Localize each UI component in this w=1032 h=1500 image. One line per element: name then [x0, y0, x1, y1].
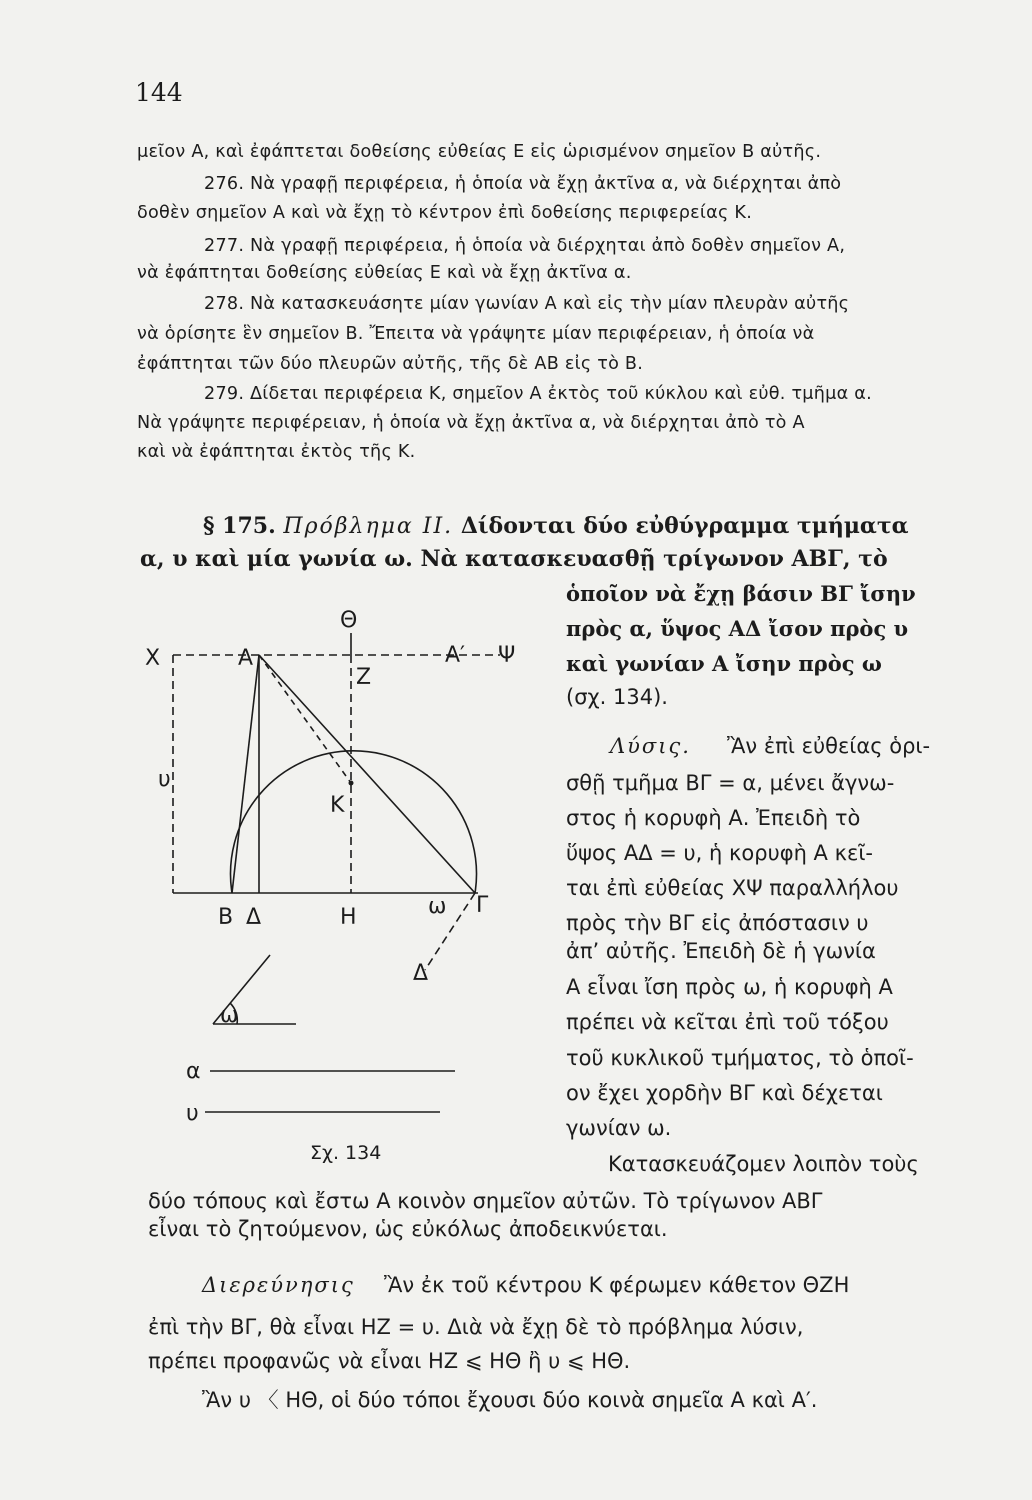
right-line: Ἂν ἐπὶ εὐθείας ὁρι- — [727, 734, 931, 758]
exercise-line: ἐφάπτηται τῶν δύο πλευρῶν αὐτῆς, τῆς δὲ ΑΒ εἰς τὸ Β. — [137, 354, 644, 374]
label-x: Χ — [145, 646, 161, 671]
body-line: εἶναι τὸ ζητούμενον, ὡς εὐκόλως ἀποδεικνύεται. — [148, 1217, 668, 1241]
label-delta: Δ — [246, 905, 262, 930]
body-line: Ἂν υ 〈 ΗΘ, οἱ δύο τόποι ἔχουσι δύο κοινὰ σημεῖα Α καὶ Α′. — [202, 1388, 818, 1412]
exercise-line: 277. Νὰ γραφῇ περιφέρεια, ἡ ὁποία νὰ διέρχηται ἀπὸ δοθὲν σημεῖον Α, — [204, 236, 846, 256]
right-line: ἀπ’ αὐτῆς. Ἐπειδὴ δὲ ἡ γωνία — [566, 939, 876, 963]
section-statement: Δίδονται δύο εὐθύγραμμα τμήματα — [460, 513, 909, 539]
right-line: στος ἡ κορυφὴ Α. Ἐπειδὴ τὸ — [566, 806, 861, 830]
body-line: πρέπει προφανῶς νὰ εἶναι ΗΖ ⩽ ΗΘ ἢ υ ⩽ ΗΘ. — [148, 1349, 631, 1373]
side-ag — [259, 655, 475, 893]
body-line: ἐπὶ τὴν ΒΓ, θὰ εἶναι ΗΖ = υ. Διὰ νὰ ἔχῃ δὲ τὸ πρόβλημα λύσιν, — [148, 1315, 804, 1339]
right-line: σθῇ τμῆμα ΒΓ = α, μένει ἄγνω- — [566, 771, 895, 795]
right-line: ὁποῖον νὰ ἔχῃ βάσιν ΒΓ ἴσην — [566, 581, 916, 606]
center-k-point — [349, 781, 354, 786]
right-line: ὕψος ΑΔ = υ, ἡ κορυφὴ Α κεῖ- — [566, 841, 874, 865]
exercise-line: 278. Νὰ κατασκευάσητε μίαν γωνίαν Α καὶ εἰς τὴν μίαν πλευρὰν αὐτῆς — [204, 294, 850, 314]
label-alpha-segment: α — [186, 1059, 201, 1084]
label-upsilon-segment: υ — [186, 1101, 199, 1126]
exercise-line: νὰ ἐφάπτηται δοθείσης εὐθείας Ε καὶ νὰ ἔχῃ ἀκτῖνα α. — [137, 263, 632, 283]
label-theta: Θ — [340, 608, 358, 633]
figure-caption: Σχ. 134 — [310, 1142, 382, 1164]
solution-label: Λύσις. — [610, 734, 691, 758]
exercise-line: Νὰ γράψητε περιφέρειαν, ἡ ὁποία νὰ ἔχῃ ἀκτῖνα α, νὰ διέρχηται ἀπὸ τὸ Α — [137, 413, 805, 433]
radius-ak — [259, 655, 351, 783]
label-a: Α — [238, 646, 254, 671]
page-number: 144 — [135, 78, 183, 107]
label-upsilon-side: υ — [158, 767, 171, 792]
label-a-prime: Α′ — [445, 643, 466, 668]
label-h: Η — [340, 905, 357, 930]
circle-arc — [231, 751, 477, 893]
exercise-line: 276. Νὰ γραφῇ περιφέρεια, ἡ ὁποία νὰ ἔχῃ ἀκτῖνα α, νὰ διέρχηται ἀπὸ — [204, 174, 842, 194]
discussion-label: Διερεύνησις — [202, 1273, 355, 1297]
right-line: πρὸς τὴν ΒΓ εἰς ἀπόστασιν υ — [566, 911, 869, 935]
body-line: δύο τόπους καὶ ἔστω Α κοινὸν σημεῖον αὐτῶν. Τὸ τρίγωνον ΑΒΓ — [148, 1189, 823, 1213]
exercise-line: μεῖον Α, καὶ ἐφάπτεται δοθείσης εὐθείας Ε εἰς ὡρισμένον σημεῖον Β αὐτῆς. — [137, 142, 822, 162]
right-line: Α εἶναι ἴση πρὸς ω, ἡ κορυφὴ Α — [566, 975, 893, 999]
right-line: τοῦ κυκλικοῦ τμήματος, τὸ ὁποῖ- — [566, 1046, 914, 1070]
exercise-line: δοθὲν σημεῖον Α καὶ νὰ ἔχῃ τὸ κέντρον ἐπὶ δοθείσης περιφερείας Κ. — [137, 203, 753, 223]
exercise-line: νὰ ὁρίσητε ἓν σημεῖον Β. Ἔπειτα νὰ γράψητε μίαν περιφέρειαν, ἡ ὁποία νὰ — [137, 324, 815, 344]
label-psi: Ψ — [498, 643, 516, 668]
label-gamma: Γ — [476, 893, 489, 918]
body-line: Ἂν ἐκ τοῦ κέντρου Κ φέρωμεν κάθετον ΘΖΗ — [384, 1273, 850, 1297]
right-line: ται ἐπὶ εὐθείας ΧΨ παραλλήλου — [566, 876, 899, 900]
section-title: Πρόβλημα ΙΙ. — [283, 514, 454, 539]
label-omega-angle: ω — [220, 1003, 239, 1028]
right-line: (σχ. 134). — [566, 685, 668, 709]
right-line: ον ἔχει χορδὴν ΒΓ καὶ δέχεται — [566, 1081, 883, 1105]
right-line: γωνίαν ω. — [566, 1116, 672, 1140]
body-line: Κατασκευάζομεν λοιπὸν τοὺς — [608, 1152, 919, 1176]
section-statement-line: α, υ καὶ μία γωνία ω. Νὰ κατασκευασθῇ τρίγωνον ΑΒΓ, τὸ — [140, 546, 888, 572]
right-line: πρέπει νὰ κεῖται ἐπὶ τοῦ τόξου — [566, 1010, 889, 1034]
label-b: Β — [218, 905, 234, 930]
label-delta-low: Δ — [413, 961, 429, 986]
exercise-line: 279. Δίδεται περιφέρεια Κ, σημεῖον Α ἐκτὸς τοῦ κύκλου καὶ εὐθ. τμῆμα α. — [204, 384, 872, 404]
exercise-line: καὶ νὰ ἐφάπτηται ἐκτὸς τῆς Κ. — [137, 442, 416, 462]
label-omega: ω — [428, 894, 447, 919]
right-line: καὶ γωνίαν Α ἴσην πρὸς ω — [566, 651, 882, 676]
label-k: Κ — [330, 793, 345, 818]
label-z: Ζ — [356, 665, 372, 690]
right-line: πρὸς α, ὕψος ΑΔ ἴσον πρὸς υ — [566, 616, 909, 641]
side-ab — [232, 655, 259, 893]
section-number: § 175. — [203, 513, 276, 539]
